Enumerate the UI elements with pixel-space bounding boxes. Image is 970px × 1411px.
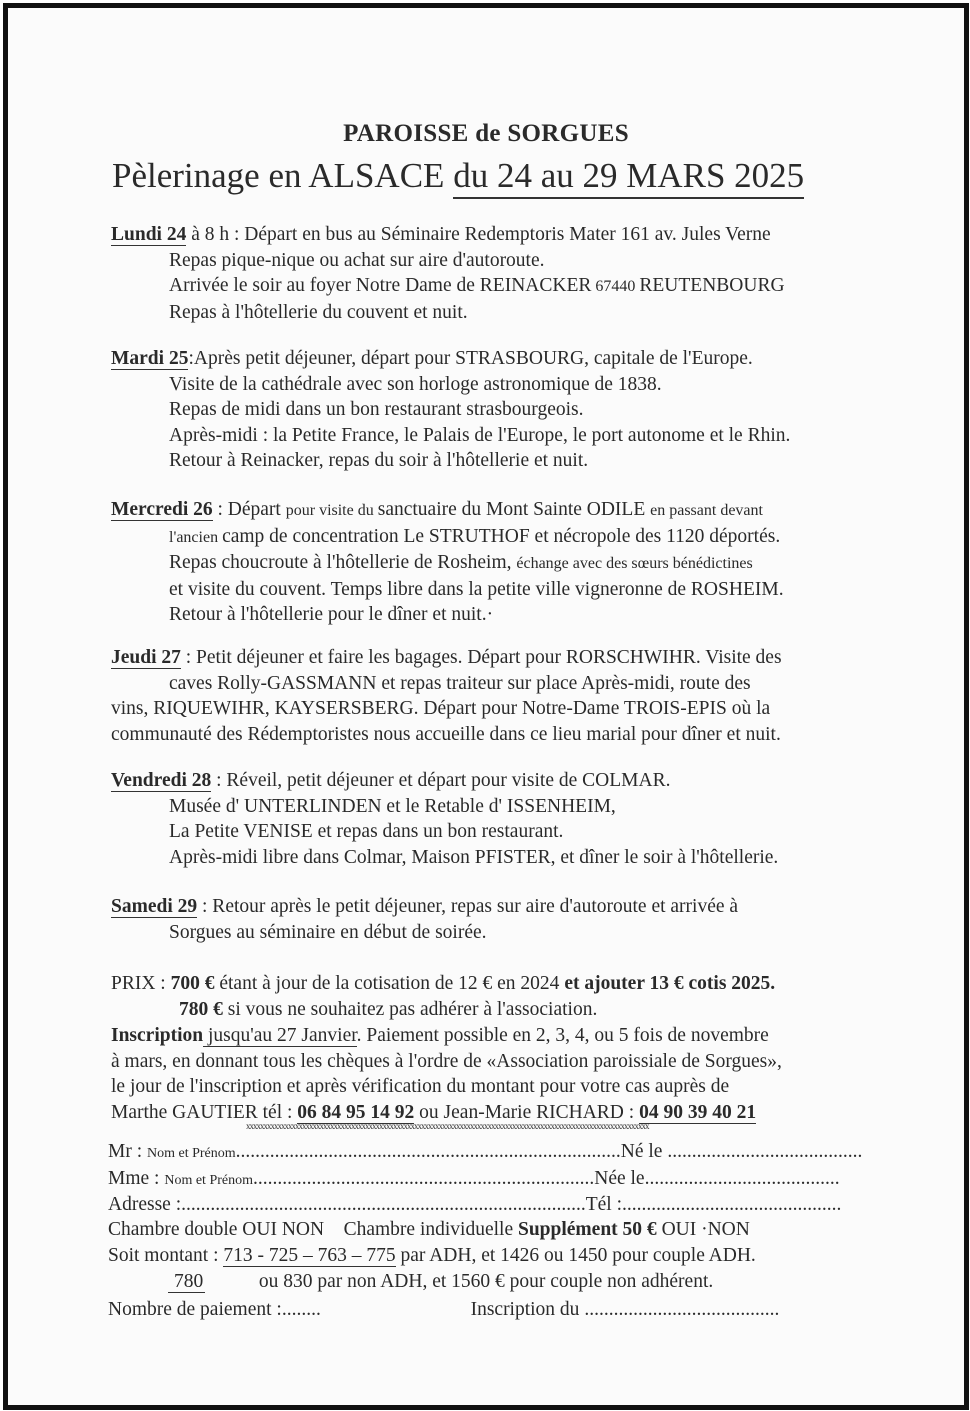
town-name: REUTENBOURG xyxy=(639,275,785,296)
day-monday xyxy=(111,222,871,325)
inscription-label: Inscription xyxy=(111,1025,204,1046)
form-hint: Nom et Prénom xyxy=(164,1173,253,1188)
day-label: Samedi 29 xyxy=(111,896,198,917)
postal-code: 67440 xyxy=(591,278,640,295)
inscription-deadline: jusqu'au 27 Janvier xyxy=(203,1025,357,1046)
day-label: Vendredi 28 xyxy=(111,770,212,791)
title-dates: du 24 au 29 MARS 2025 xyxy=(453,156,804,199)
day-line xyxy=(111,550,871,577)
form-hint: Nom et Prénom xyxy=(147,1146,236,1161)
title-main: Pèlerinage en ALSACE xyxy=(112,156,454,195)
form-label: Soit montant : xyxy=(108,1245,224,1266)
payment-count-field[interactable]: Nombre de paiement :........ xyxy=(108,1299,321,1320)
form-label: Inscription du xyxy=(470,1299,585,1320)
day-intro: à 8 h : Départ en bus au Séminaire Redemptoris Mater 161 av. Jules Verne xyxy=(186,224,771,245)
day-line-text: camp de concentration Le STRUTHOF et nécropole des 1120 déportés. xyxy=(222,525,781,547)
day-intro-small: en passant devant xyxy=(650,502,763,519)
form-field-dots[interactable]: ........................................ xyxy=(644,1168,840,1189)
amount-option-nonmember: ou 830 xyxy=(258,1271,313,1292)
day-line: vins, RIQUEWIHR, KAYSERSBERG. Départ pour Notre-Dame TROIS-EPIS où la xyxy=(111,698,771,719)
contact-phone: 06 84 95 14 92 xyxy=(297,1101,415,1123)
day-line: Visite de la cathédrale avec son horloge astronomique de 1838. xyxy=(169,373,662,395)
parish-name: PAROISSE de SORGUES xyxy=(343,120,629,147)
inscription-text: . Paiement possible en 2, 3, 4, ou 5 fois de novembre xyxy=(356,1025,769,1046)
form-label: Mr : xyxy=(108,1141,147,1162)
form-row-address xyxy=(108,1194,868,1216)
separator-line: xxxxxxxxxxxxxxxxxxxxxxxxxxxxxxxxxxxxxxxxxxxxxxxxxxxxxxxxxxxxxxxxxxxxxxxxxxxxxxxxxxxxxxxxxxxxxxxxxxxxxxxxxxxxxxxxxxx xyxy=(246,1121,649,1131)
day-wednesday xyxy=(111,497,871,628)
price-punct: . xyxy=(770,973,776,994)
inscription-line: le jour de l'inscription et après vérification du montant pour votre cas auprès de xyxy=(111,1076,730,1097)
day-line-small: l'ancien xyxy=(169,528,223,546)
form-label: Né le xyxy=(620,1141,668,1162)
day-line: et visite du couvent. Temps libre dans la petite ville vigneronne de ROSHEIM. xyxy=(169,578,784,600)
day-label: Lundi 24 xyxy=(111,224,187,245)
form-label: Tél : xyxy=(585,1194,623,1215)
form-field-dots[interactable]: ................................................................................... xyxy=(181,1194,586,1215)
day-saturday xyxy=(111,894,871,945)
day-label: Jeudi 27 xyxy=(111,647,181,668)
form-row-payment xyxy=(108,1299,868,1321)
document-frame xyxy=(3,3,969,1410)
form-label: Née le xyxy=(594,1168,645,1189)
day-intro: : Réveil, petit déjeuner et départ pour visite de COLMAR. xyxy=(211,770,671,791)
day-line: Musée d' UNTERLINDEN et le Retable d' ISSENHEIM, xyxy=(169,795,616,817)
document xyxy=(8,8,964,1405)
form-label: Mme : xyxy=(108,1168,165,1189)
room-single-option[interactable]: OUI ·NON xyxy=(656,1219,750,1240)
form-row-room xyxy=(108,1219,868,1241)
inscription-line: à mars, en donnant tous les chèques à l'ordre de «Association paroissiale de Sorgues», xyxy=(111,1050,782,1072)
form-field-dots[interactable]: ............................................. xyxy=(622,1194,842,1215)
day-label: Mardi 25 xyxy=(111,348,189,369)
price-text: si vous ne souhaitez pas adhérer à l'association. xyxy=(222,998,598,1020)
form-field-dots[interactable]: ............................................................................... xyxy=(235,1141,621,1162)
form-field-dots[interactable]: ........................................ xyxy=(584,1299,780,1320)
day-intro: : Départ xyxy=(212,499,286,520)
price-text: étant à jour de la cotisation de 12 € en 2024 xyxy=(214,973,565,994)
inscription-section xyxy=(111,1023,891,1125)
room-supplement: Supplément 50 € xyxy=(517,1219,657,1240)
day-intro-small: pour visite du xyxy=(285,502,378,519)
room-single-label: Chambre individuelle xyxy=(343,1219,518,1240)
day-intro: :Après petit déjeuner, départ pour STRASBOURG, capitale de l'Europe. xyxy=(188,348,753,369)
price-non-member: 780 € xyxy=(179,998,223,1020)
contact-phone: 04 90 39 40 21 xyxy=(639,1101,757,1123)
form-field-dots[interactable]: ...................................................................... xyxy=(253,1168,595,1189)
day-tuesday xyxy=(111,346,871,474)
day-line: Après-midi libre dans Colmar, Maison PFISTER, et dîner le soir à l'hôtellerie. xyxy=(169,846,779,868)
form-label: Adresse : xyxy=(108,1194,182,1215)
amount-options-member: 713 - 725 – 763 – 775 xyxy=(223,1245,396,1266)
day-line: Repas à l'hôtellerie du couvent et nuit. xyxy=(169,301,468,323)
form-field-dots[interactable]: ........................................ xyxy=(667,1141,863,1162)
amount-text: par non ADH, et 1560 € pour couple non adhérent. xyxy=(312,1271,714,1292)
day-line-text: Repas choucroute à l'hôtellerie de Rosheim, xyxy=(169,552,517,573)
day-intro: sanctuaire du Mont Sainte ODILE xyxy=(377,499,651,520)
amount-text: par ADH, et 1426 ou 1450 pour couple ADH. xyxy=(395,1245,756,1266)
form-row-mr xyxy=(108,1141,868,1163)
day-thursday xyxy=(111,645,871,747)
day-intro: : Retour après le petit déjeuner, repas sur aire d'autoroute et arrivée à xyxy=(197,896,739,917)
amount-option-nonmember: 780 xyxy=(168,1271,205,1293)
day-line: La Petite VENISE et repas dans un bon restaurant. xyxy=(169,821,564,842)
day-line: Repas de midi dans un bon restaurant strasbourgeois. xyxy=(169,399,584,420)
price-section xyxy=(111,971,871,1022)
room-double-option[interactable]: Chambre double OUI NON xyxy=(108,1219,325,1240)
day-line: Après-midi : la Petite France, le Palais de l'Europe, le port autonome et le Rhin. xyxy=(169,424,791,446)
day-friday xyxy=(111,768,871,870)
day-line-text: Arrivée le soir au foyer Notre Dame de REINACKER xyxy=(169,275,592,296)
day-line xyxy=(111,524,871,551)
day-line: communauté des Rédemptoristes nous accueille dans ce lieu marial pour dîner et nuit. xyxy=(111,723,781,745)
day-line: caves Rolly-GASSMANN et repas traiteur sur place Après-midi, route des xyxy=(169,672,751,694)
contact-name: Marthe GAUTIER tél : xyxy=(111,1101,298,1123)
price-label: PRIX : xyxy=(111,973,171,994)
day-intro: : Petit déjeuner et faire les bagages. Départ pour RORSCHWIHR. Visite des xyxy=(180,647,782,668)
price-member: 700 € xyxy=(170,973,215,994)
day-line: Retour à l'hôtellerie pour le dîner et nuit.· xyxy=(169,604,494,625)
day-line xyxy=(111,273,871,300)
day-line: Repas pique-nique ou achat sur aire d'autoroute. xyxy=(169,249,545,271)
day-label: Mercredi 26 xyxy=(111,499,213,520)
day-line: Retour à Reinacker, repas du soir à l'hôtellerie et nuit. xyxy=(169,450,589,471)
form-row-mme xyxy=(108,1168,868,1190)
day-line-small: échange avec des sœurs bénédictines xyxy=(516,555,753,572)
price-extra: et ajouter 13 € cotis 2025 xyxy=(564,973,771,994)
day-line: Sorgues au séminaire en début de soirée. xyxy=(169,921,487,943)
form-row-amount-2 xyxy=(168,1271,928,1293)
document-title xyxy=(112,156,804,196)
form-row-amount xyxy=(108,1245,868,1267)
contact-name: ou Jean-Marie RICHARD : xyxy=(414,1101,640,1123)
